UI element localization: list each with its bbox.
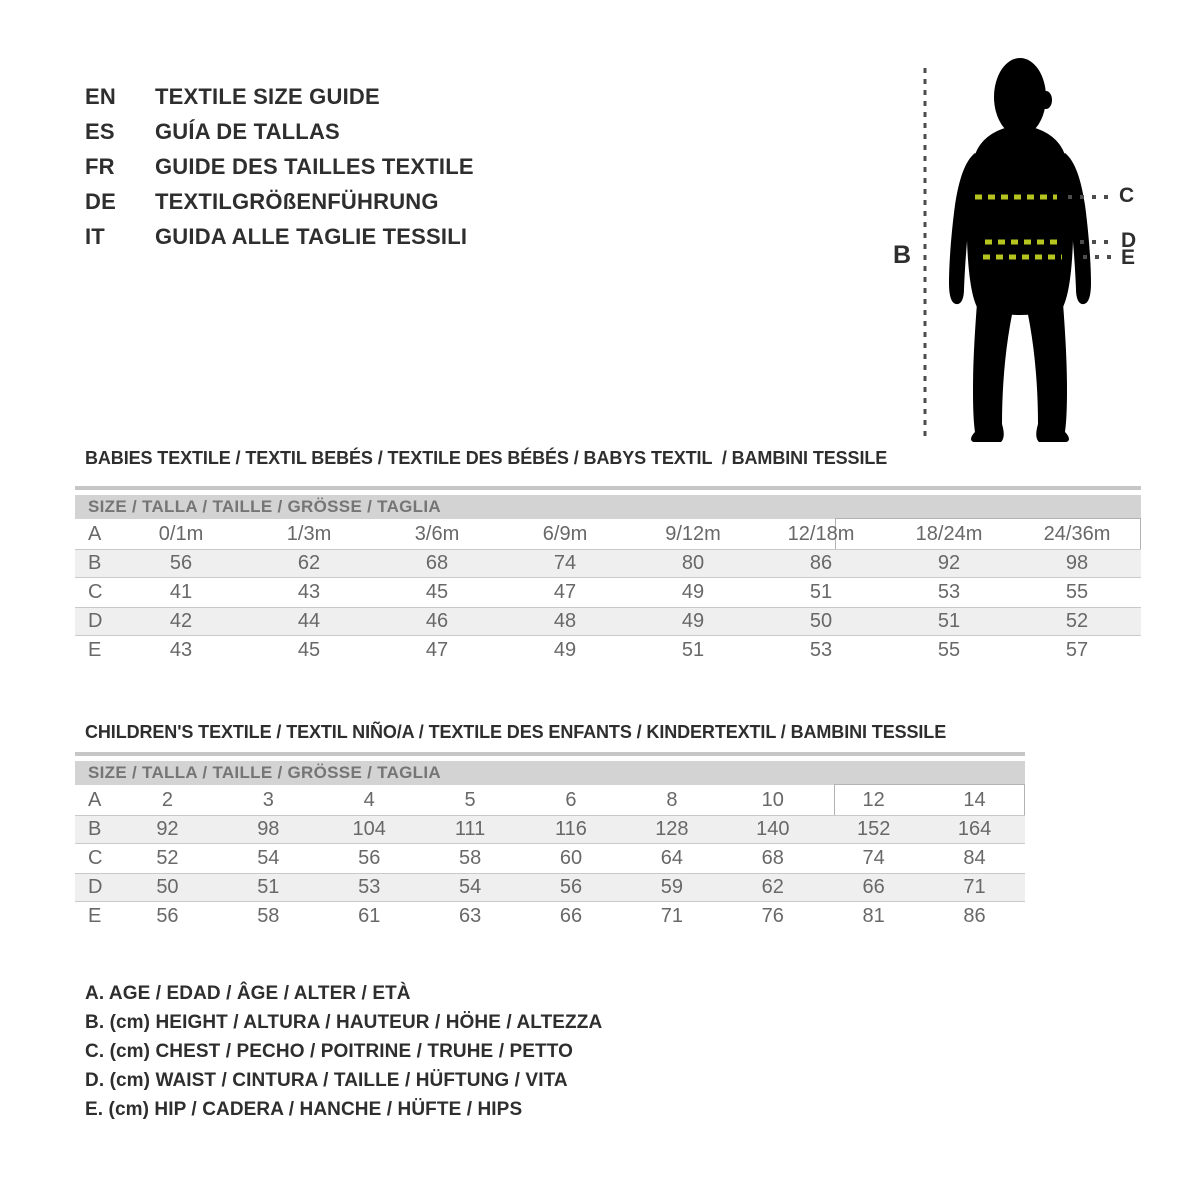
table-cell: 51 (257, 876, 280, 898)
table-cell: 49 (681, 610, 705, 632)
hip-label: E (1121, 246, 1136, 269)
table-cell: 64 (660, 847, 683, 869)
table-cell: 53 (937, 581, 961, 603)
table-cell: 47 (425, 639, 449, 661)
table-cell: 54 (458, 876, 482, 898)
table-cell: 53 (358, 876, 381, 898)
table-cell: 86 (809, 552, 833, 574)
table-cell: 6 (565, 789, 577, 811)
table-cell: 2 (161, 789, 173, 811)
language-label: TEXTILE SIZE GUIDE (155, 84, 380, 109)
table-cell: 56 (169, 552, 193, 574)
table-cell: 59 (660, 876, 683, 898)
table-cell: 60 (559, 847, 583, 869)
row-label: B (88, 818, 102, 840)
row-label: E (88, 905, 102, 927)
row-label: D (88, 876, 103, 898)
table-cell: 8 (666, 789, 678, 811)
table-cell: 49 (681, 581, 705, 603)
table-cell: 50 (156, 876, 179, 898)
table-cell: 47 (553, 581, 577, 603)
table-cell: 56 (358, 847, 381, 869)
table-cell: 10 (761, 789, 784, 811)
table-cell: 43 (297, 581, 321, 603)
table-row-d (75, 873, 1025, 902)
row-label: D (88, 610, 103, 632)
table-cell: 1/3m (286, 523, 332, 545)
row-label: B (88, 552, 102, 574)
table-cell: 6/9m (542, 523, 588, 545)
table-row-d (75, 607, 1141, 636)
babies-size-table (75, 486, 1141, 665)
table-cell: 56 (559, 876, 583, 898)
table-cell: 62 (761, 876, 784, 898)
table-cell: 18/24m (915, 523, 983, 545)
table-cell: 56 (156, 905, 179, 927)
table-cell: 12 (862, 789, 885, 811)
table-cell: 68 (425, 552, 449, 574)
table-cell: 164 (957, 818, 992, 840)
children-section-heading: CHILDREN'S TEXTILE / TEXTIL NIÑO/A / TEXTILE DES ENFANTS / KINDERTEXTIL / BAMBINI TESSILE (85, 722, 947, 742)
table-cell: 52 (1065, 610, 1089, 632)
table-cell: 84 (963, 847, 986, 869)
table-row-c (75, 578, 1141, 607)
language-row (85, 224, 474, 250)
table-cell: 43 (169, 639, 193, 661)
table-row-a (75, 520, 1141, 549)
table-cell: 24/36m (1043, 523, 1111, 545)
legend-line: D. (cm) WAIST / CINTURA / TAILLE / HÜFTUNG / VITA (85, 1070, 568, 1091)
row-label: C (88, 581, 103, 603)
legend-list (85, 979, 602, 1124)
language-code: IT (85, 224, 105, 249)
table-cell: 57 (1065, 639, 1089, 661)
table-row-b (75, 815, 1025, 844)
legend-line: C. (cm) CHEST / PECHO / POITRINE / TRUHE / PETTO (85, 1041, 573, 1062)
table-row-e (75, 902, 1025, 931)
table-cell: 62 (297, 552, 321, 574)
table-cell: 74 (553, 552, 577, 574)
table-cell: 55 (1065, 581, 1089, 603)
table-cell: 74 (862, 847, 885, 869)
language-code: DE (85, 189, 116, 214)
table-cell: 4 (363, 789, 375, 811)
table-cell: 3 (262, 789, 274, 811)
table-cell: 98 (1065, 552, 1089, 574)
table-cell: 81 (862, 905, 885, 927)
child-silhouette-figure (905, 55, 1145, 445)
language-code: FR (85, 154, 115, 179)
table-cell: 49 (553, 639, 577, 661)
legend-line: A. AGE / EDAD / ÂGE / ALTER / ETÀ (85, 983, 411, 1004)
table-cell: 68 (761, 847, 784, 869)
table-cell: 45 (297, 639, 321, 661)
language-row (85, 189, 474, 215)
table-cell: 63 (458, 905, 482, 927)
chest-label: C (1119, 184, 1135, 207)
table-cell: 80 (681, 552, 705, 574)
table-cell: 50 (809, 610, 833, 632)
table-cell: 54 (257, 847, 280, 869)
table-cell: 152 (856, 818, 891, 840)
table-cell: 111 (454, 818, 486, 840)
table-cell: 55 (937, 639, 961, 661)
language-label: GUIDA ALLE TAGLIE TESSILI (155, 224, 468, 249)
table-cell: 104 (352, 818, 386, 840)
table-cell: 53 (809, 639, 833, 661)
table-cell: 52 (156, 847, 179, 869)
waist-label: D (1121, 229, 1137, 252)
table-cell: 66 (862, 876, 885, 898)
language-row (85, 154, 474, 180)
language-code: ES (85, 119, 115, 144)
table-cell: 51 (809, 581, 833, 603)
size-header-band: SIZE / TALLA / TAILLE / GRÖSSE / TAGLIA (75, 495, 1141, 519)
table-cell: 46 (425, 610, 449, 632)
table-cell: 0/1m (158, 523, 204, 545)
table-cell: 42 (169, 610, 193, 632)
table-cell: 92 (156, 818, 179, 840)
table-top-strip (75, 486, 1141, 490)
table-cell: 140 (756, 818, 790, 840)
table-cell: 41 (169, 581, 193, 603)
row-label: C (88, 847, 103, 869)
row-label: A (88, 523, 102, 545)
table-row-c (75, 844, 1025, 873)
table-cell: 14 (963, 789, 986, 811)
table-cell: 66 (559, 905, 583, 927)
table-cell: 98 (257, 818, 280, 840)
children-size-table (75, 752, 1025, 931)
table-cell: 76 (761, 905, 784, 927)
language-row (85, 84, 474, 110)
row-label: E (88, 639, 102, 661)
table-row-a (75, 786, 1025, 815)
table-row-e (75, 636, 1141, 665)
language-label: GUÍA DE TALLAS (155, 119, 340, 144)
table-cell: 51 (681, 639, 705, 661)
table-cell: 86 (963, 905, 986, 927)
table-cell: 3/6m (414, 523, 460, 545)
table-cell: 58 (458, 847, 482, 869)
language-list (85, 84, 474, 259)
child-silhouette (949, 58, 1091, 442)
height-label: B (893, 241, 912, 269)
table-cell: 116 (555, 818, 587, 840)
babies-section-heading: BABIES TEXTILE / TEXTIL BEBÉS / TEXTILE DES BÉBÉS / BABYS TEXTIL / BAMBINI TESSILE (85, 448, 888, 468)
table-row-b (75, 549, 1141, 578)
legend-line: B. (cm) HEIGHT / ALTURA / HAUTEUR / HÖHE / ALTEZZA (85, 1012, 603, 1033)
table-cell: 71 (963, 876, 986, 898)
table-cell: 44 (297, 610, 321, 632)
table-cell: 45 (425, 581, 449, 603)
table-cell: 92 (937, 552, 961, 574)
table-cell: 5 (464, 789, 476, 811)
size-header-band: SIZE / TALLA / TAILLE / GRÖSSE / TAGLIA (75, 761, 1025, 785)
language-code: EN (85, 84, 116, 109)
table-cell: 12/18m (787, 523, 855, 545)
table-cell: 71 (660, 905, 683, 927)
table-cell: 9/12m (665, 523, 721, 545)
table-cell: 58 (257, 905, 280, 927)
language-label: TEXTILGRÖßENFÜHRUNG (155, 189, 439, 214)
table-cell: 51 (937, 610, 961, 632)
table-top-strip (75, 752, 1025, 756)
legend-line: E. (cm) HIP / CADERA / HANCHE / HÜFTE / HIPS (85, 1099, 523, 1120)
table-cell: 61 (358, 905, 381, 927)
table-cell: 48 (553, 610, 577, 632)
language-row (85, 119, 474, 145)
table-cell: 128 (655, 818, 689, 840)
language-label: GUIDE DES TAILLES TEXTILE (155, 154, 474, 179)
row-label: A (88, 789, 102, 811)
